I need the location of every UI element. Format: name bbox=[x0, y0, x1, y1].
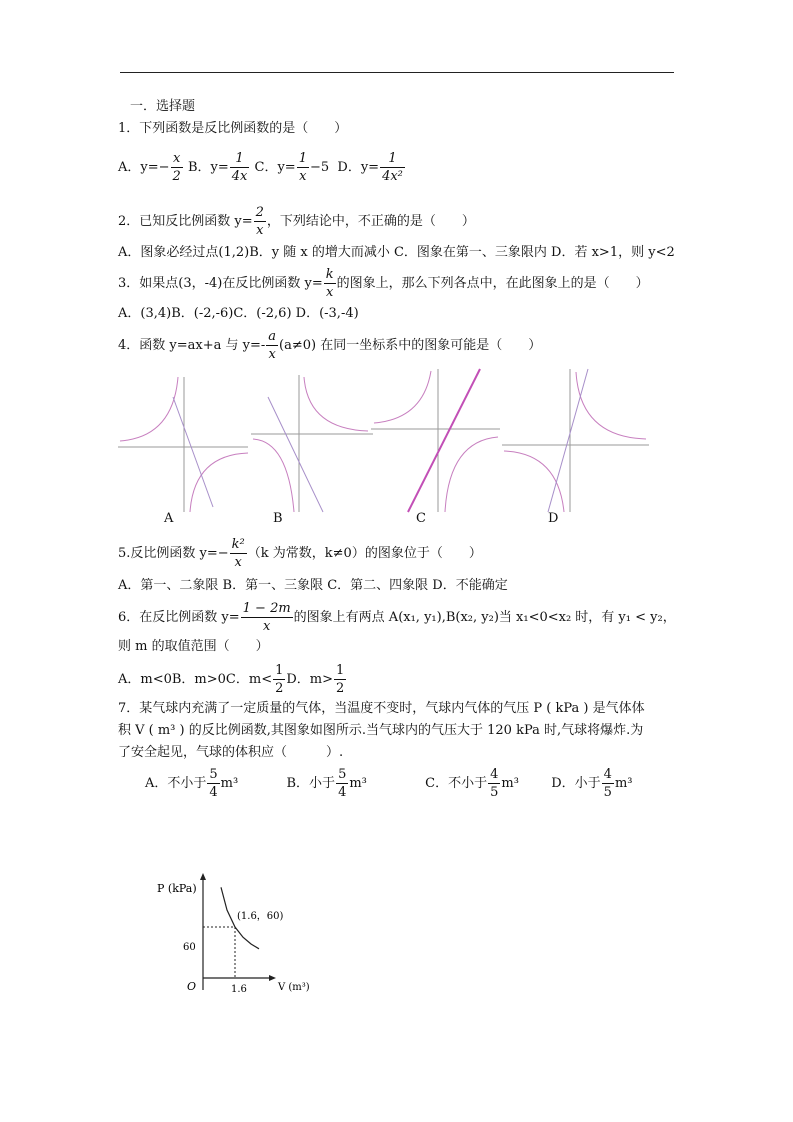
q4-label-d: D bbox=[548, 511, 559, 526]
q7-line3: 了安全起见，气球的体积应（ ）. bbox=[118, 745, 344, 760]
q4-label-c: C bbox=[416, 511, 426, 526]
q6-options: A．m<0B．m>0C．m< $\frac{1}{2}$ D．m> $\frac{1}{2}$ bbox=[118, 663, 345, 696]
q5-stem: 5.反比例函数 y=− $\frac{\text{k²}}{x}$ （k 为常数，k≠0）的图象位于（ ） bbox=[118, 537, 482, 570]
q4-graph-d bbox=[502, 369, 649, 512]
y-tick-label: 60 bbox=[183, 942, 196, 953]
y-axis-label: P (kPa) bbox=[157, 882, 197, 895]
q1-stem: 1．下列函数是反比例函数的是（ ） bbox=[118, 121, 348, 136]
q4-label-b: B bbox=[273, 511, 283, 526]
q4-stem: 4．函数 y=ax+a 与 y=- $\frac{a}{x}$ (a≠0) 在同一坐标系中的图象可能是（ ） bbox=[118, 329, 542, 362]
y-axis-arrow bbox=[200, 873, 206, 880]
q4-graphs bbox=[118, 367, 649, 517]
q4-graph-a bbox=[118, 377, 248, 512]
x-axis-label: V (m³) bbox=[278, 982, 310, 993]
origin-label: O bbox=[187, 980, 197, 993]
header-rule bbox=[120, 72, 674, 73]
q7-options: A．不小于 $\frac{5}{4}$ m³ B．小于 $\frac{5}{4}$ m³ C．不小于 $\frac{4}{5}$ m³ D．小于 $\frac{4}{5}$ m³ bbox=[145, 767, 633, 800]
q3-options: A．(3,4)B．(-2,-6)C．(-2,6) D．(-3,-4) bbox=[118, 306, 359, 321]
section-title: 一．选择题 bbox=[130, 99, 196, 114]
point-label: (1.6，60) bbox=[237, 911, 284, 922]
q6-line2: 则 m 的取值范围（ ） bbox=[118, 639, 269, 654]
q3-stem: 3．如果点(3，-4)在反比例函数 y= $\frac{k}{x}$ 的图象上，那么下列各点中，在此图象上的是（ ） bbox=[118, 267, 649, 300]
x-tick-label: 1.6 bbox=[231, 984, 247, 995]
q4-graph-c bbox=[371, 369, 500, 512]
x-axis-arrow bbox=[269, 975, 276, 981]
q2-options: A．图象必经过点(1,2)B．y 随 x 的增大而减小 C．图象在第一、三象限内 D．若 x>1，则 y<2 bbox=[118, 245, 675, 260]
q4-graph-b bbox=[251, 375, 373, 512]
q7-line2: 积 V ( m³ ) 的反比例函数,其图象如图所示.当气球内的气压大于 120 kPa 时,气球将爆炸.为 bbox=[118, 723, 644, 738]
q2-stem: 2．已知反比例函数 y= $\frac{2}{x}$ ，下列结论中，不正确的是（ ） bbox=[118, 205, 475, 238]
q6-stem: 6．在反比例函数 y= $\frac{1 - 2m}{x}$ 的图象上有两点 A(x₁, y₁),B(x₂, y₂)当 x₁<0<x₂ 时，有 y₁ < y₂， bbox=[118, 601, 676, 634]
q1-options: A．y=− $\frac{x}{2}$ B．y= $\frac{1}{4x}$ C．y= $\frac{1}{x}$ −5 D．y= $\frac{1}{\text{4x²}}$ bbox=[118, 151, 403, 184]
q5-options: A．第一、二象限 B．第一、三象限 C．第二、四象限 D．不能确定 bbox=[118, 578, 508, 593]
q7-line1: 7．某气球内充满了一定质量的气体，当温度不变时，气球内气体的气压 P ( kPa ) 是气体体 bbox=[118, 701, 645, 716]
q4-label-a: A bbox=[164, 511, 174, 526]
q7-chart bbox=[155, 870, 335, 1005]
